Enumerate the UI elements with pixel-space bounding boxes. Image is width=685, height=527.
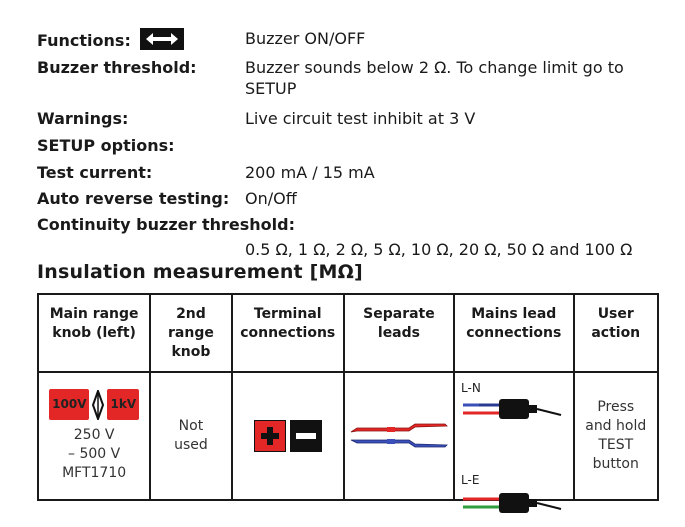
test-current-label: Test current: xyxy=(37,163,153,182)
user-action-text: Press and hold TEST button xyxy=(585,399,647,472)
insulation-table xyxy=(37,293,659,501)
main-range-cell xyxy=(38,372,150,500)
user-action-cell xyxy=(574,372,659,500)
range-1kv-badge: 1kV xyxy=(107,389,139,420)
setup-label: SETUP options: xyxy=(37,136,175,155)
mains-ln-label: L-N xyxy=(461,381,481,395)
double-arrow-icon xyxy=(140,28,184,50)
mains-le-label: L-E xyxy=(461,473,480,487)
section-title: Insulation measurement [MΩ] xyxy=(37,261,363,283)
header-second-range: 2nd range knob xyxy=(150,294,231,372)
second-range-value: Not used xyxy=(174,418,208,453)
buzzer-threshold-label: Buzzer threshold: xyxy=(37,58,197,77)
header-mains-lead: Mains lead connections xyxy=(454,294,573,372)
functions-row xyxy=(37,28,675,52)
plus-terminal-icon xyxy=(254,420,286,452)
auto-reverse-label: Auto reverse testing: xyxy=(37,189,230,208)
auto-reverse-value: On/Off xyxy=(245,189,297,208)
mains-le-plug-icon xyxy=(459,489,565,523)
range-line-3: MFT1710 xyxy=(62,465,127,481)
continuity-value: 0.5 Ω, 1 Ω, 2 Ω, 5 Ω, 10 Ω, 20 Ω, 50 Ω and 100 Ω xyxy=(245,240,633,259)
mains-ln-plug-icon xyxy=(459,395,565,429)
functions-label: Functions xyxy=(37,31,125,50)
table-row xyxy=(38,372,658,500)
minus-terminal-icon xyxy=(290,420,322,452)
functions-colon: : xyxy=(124,31,131,50)
range-selector-icon xyxy=(91,390,105,420)
range-knob-graphic xyxy=(39,389,149,420)
range-line-2: – 500 V xyxy=(68,446,121,462)
warnings-value: Live circuit test inhibit at 3 V xyxy=(245,109,476,128)
separate-leads-icon xyxy=(349,414,449,454)
buzzer-threshold-value: Buzzer sounds below 2 Ω. To change limit go to SETUP xyxy=(245,58,624,98)
header-user-action: User action xyxy=(574,294,659,372)
mains-lead-cell xyxy=(454,372,573,500)
test-current-value: 200 mA / 15 mA xyxy=(245,163,375,182)
terminal-cell xyxy=(232,372,344,500)
continuity-label: Continuity buzzer threshold: xyxy=(37,215,295,234)
header-terminal: Terminal connections xyxy=(232,294,344,372)
functions-value: Buzzer ON/OFF xyxy=(245,29,366,48)
separate-leads-cell xyxy=(344,372,454,500)
header-main-range: Main range knob (left) xyxy=(38,294,150,372)
warnings-label: Warnings: xyxy=(37,109,129,128)
second-range-cell xyxy=(150,372,231,500)
range-100v-badge: 100V xyxy=(49,389,89,420)
table-header-row xyxy=(38,294,658,372)
range-line-1: 250 V xyxy=(73,427,115,443)
header-separate-leads: Separate leads xyxy=(344,294,454,372)
